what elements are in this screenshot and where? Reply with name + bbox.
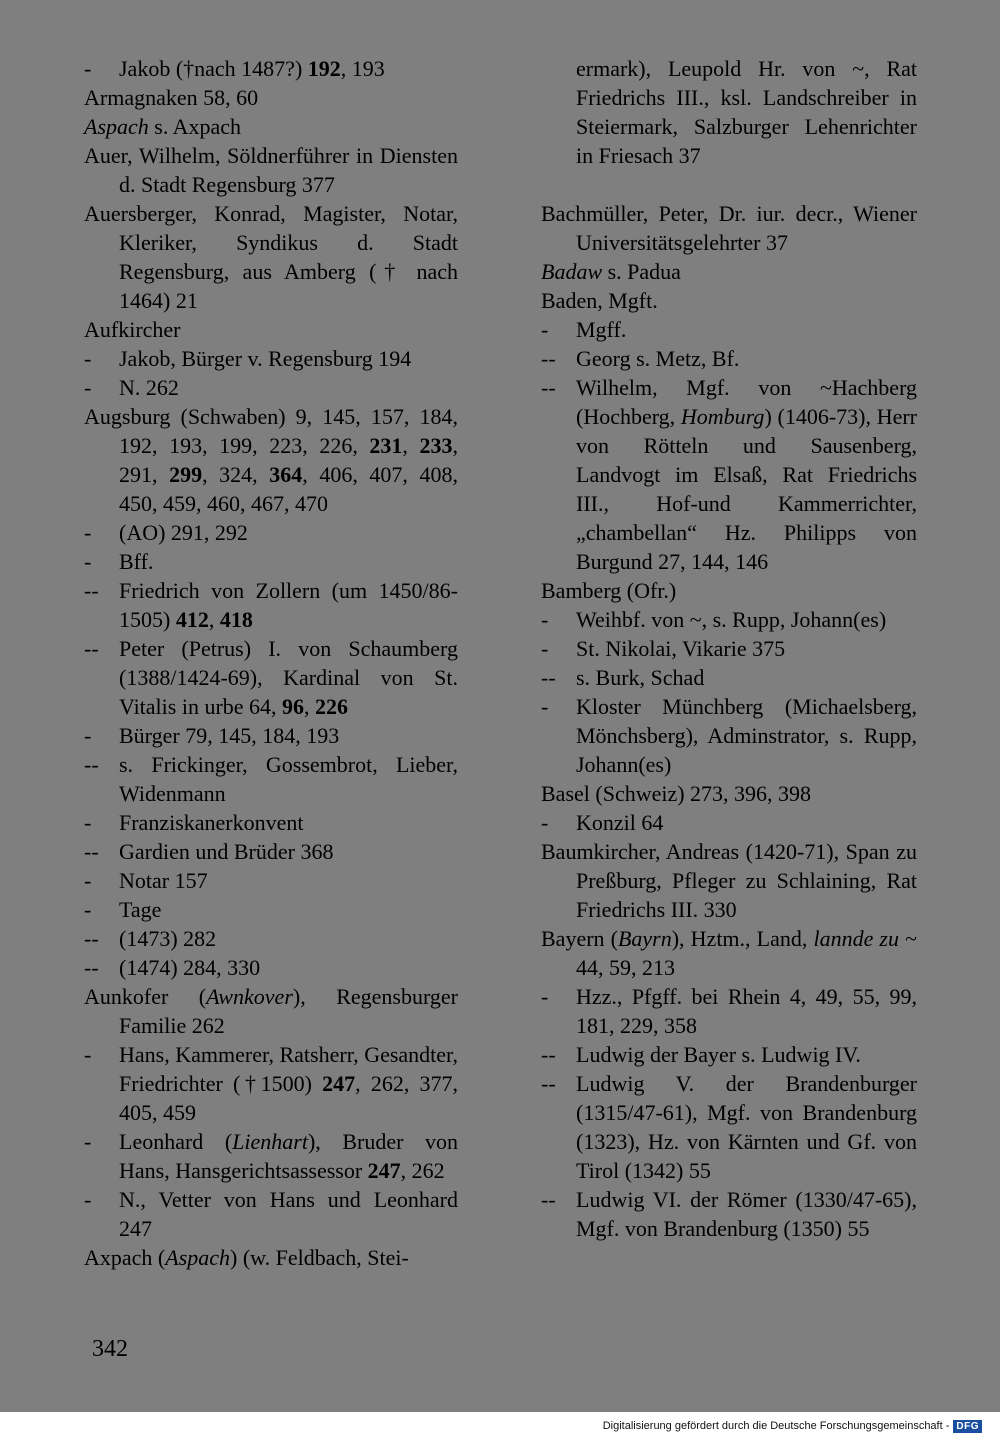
dfg-logo-icon: DFG [953, 1420, 982, 1433]
index-entry [84, 866, 458, 895]
index-entry [541, 924, 917, 982]
index-entry [541, 373, 917, 576]
index-entry [541, 1069, 917, 1185]
index-entry [541, 1185, 917, 1243]
index-entry [84, 547, 458, 576]
entry-text: Auersberger, Konrad, Magister, Notar, Kleriker, Syndikus d. Stadt Regensburg, aus Amberg († nach 1464) 21 [84, 201, 458, 313]
index-entry [541, 286, 917, 315]
entry-text: Bayern ( [541, 926, 618, 951]
entry-text: Friedrich von Zollern (um 1450/86-1505) [119, 578, 458, 632]
entry-text: Augsburg (Schwaben) 9, 145, 157, 184, 192, 193, 199, 223, 226, [84, 404, 458, 458]
entry-text: (AO) 291, 292 [119, 520, 248, 545]
entry-text: Armagnaken 58, 60 [84, 85, 259, 110]
left-column [84, 54, 458, 1272]
entry-text: Aufkircher [84, 317, 181, 342]
italic-term: Aspach [84, 114, 149, 139]
index-entry [84, 837, 458, 866]
index-entry [541, 344, 917, 373]
index-entry [84, 83, 458, 112]
index-entry [84, 141, 458, 199]
entry-text: Axpach ( [84, 1245, 166, 1270]
index-entry [541, 315, 917, 344]
entry-dash: -- [541, 1187, 556, 1212]
entry-dash: - [84, 375, 92, 400]
index-entry [84, 576, 458, 634]
entry-dash: - [84, 1187, 92, 1212]
entry-text: ~ 44, 59, 213 [576, 926, 918, 980]
index-entry [84, 54, 458, 83]
index-entry [84, 112, 458, 141]
index-entry [84, 315, 458, 344]
entry-dash: -- [84, 636, 99, 661]
index-entry [541, 837, 917, 924]
bold-page-ref: 247 [367, 1158, 401, 1183]
entry-dash: - [84, 1042, 92, 1067]
entry-dash: - [541, 317, 549, 342]
index-entry [541, 576, 917, 605]
entry-dash: -- [541, 1071, 556, 1096]
index-entry [541, 808, 917, 837]
entry-text: ), Hztm., Land, [671, 926, 814, 951]
entry-text: Peter (Petrus) I. von Schaumberg (1388/1424-69), Kardinal von St. Vitalis in urbe 64, [119, 636, 458, 719]
entry-text: Gardien und Brüder 368 [119, 839, 334, 864]
index-entry [84, 634, 458, 721]
italic-term: Lienhart [232, 1129, 308, 1154]
entry-text: Hzz., Pfgff. bei Rhein 4, 49, 55, 99, 181, 229, 358 [576, 984, 917, 1038]
entry-text: , 193 [340, 56, 385, 81]
entry-text: ), Bruder von Hans, Hansgerichtsassessor [119, 1129, 459, 1183]
entry-text: N. 262 [119, 375, 179, 400]
italic-term: Badaw [541, 259, 603, 284]
entry-text: ermark), Leupold Hr. von ~, Rat Friedrichs III., ksl. Landschreiber in Steiermark, Salzburger Lehenrichter in Friesach 37 [576, 56, 917, 168]
entry-dash: - [84, 1129, 92, 1154]
bold-page-ref: 96 [282, 694, 305, 719]
entry-text: (1474) 284, 330 [119, 955, 261, 980]
entry-text: Ludwig der Bayer s. Ludwig IV. [576, 1042, 861, 1067]
entry-text: Hans, Kammerer, Ratsherr, Gesandter, Friedrichter (†1500) [119, 1042, 458, 1096]
entry-dash: -- [541, 665, 556, 690]
entry-gap [541, 170, 917, 199]
index-entry [84, 402, 458, 518]
italic-term: lannde zu [813, 926, 899, 951]
entry-dash: - [84, 868, 92, 893]
index-entry [541, 1040, 917, 1069]
bold-page-ref: 299 [169, 462, 203, 487]
italic-term: Homburg [680, 404, 765, 429]
index-entry [541, 199, 917, 257]
entry-text: (1473) 282 [119, 926, 217, 951]
entry-text: Ludwig V. der Brandenburger (1315/47-61), Mgf. von Brandenburg (1323), Hz. von Kärnten und Gf. von Tirol (1342) 55 [576, 1071, 917, 1183]
entry-text: , 262, 377, 405, 459 [119, 1071, 459, 1125]
entry-text: , 324, [202, 462, 270, 487]
index-entry [84, 1040, 458, 1127]
index-entry [84, 1243, 458, 1272]
bold-page-ref: 231 [369, 433, 403, 458]
index-entry [541, 605, 917, 634]
entry-text: ), Regensburger Familie 262 [119, 984, 458, 1038]
entry-text: s. Burk, Schad [576, 665, 705, 690]
entry-text: Kloster Münchberg (Michaelsberg, Mönchsberg), Adminstrator, s. Rupp, Johann(es) [576, 694, 917, 777]
entry-text: Baden, Mgft. [541, 288, 658, 313]
entry-text: Franziskanerkonvent [119, 810, 304, 835]
bold-page-ref: 233 [419, 433, 453, 458]
entry-text: Konzil 64 [576, 810, 664, 835]
entry-text: , [304, 694, 316, 719]
entry-text: Jakob, Bürger v. Regensburg 194 [119, 346, 412, 371]
entry-text: s. Frickinger, Gossembrot, Lieber, Widenmann [119, 752, 458, 806]
index-entry [84, 1127, 458, 1185]
entry-text: , [402, 433, 420, 458]
entry-dash: -- [84, 839, 99, 864]
entry-dash: - [84, 723, 92, 748]
entry-text: Ludwig VI. der Römer (1330/47-65), Mgf. von Brandenburg (1350) 55 [576, 1187, 917, 1241]
entry-text: s. Axpach [148, 114, 242, 139]
entry-text: ) (w. Feldbach, Stei- [230, 1245, 409, 1270]
entry-dash: - [84, 346, 92, 371]
footer-bar [0, 1414, 1000, 1439]
index-entry [84, 982, 458, 1040]
entry-text: Wilhelm, Mgf. von ~Hachberg (Hochberg, [576, 375, 917, 429]
entry-text: Basel (Schweiz) 273, 396, 398 [541, 781, 812, 806]
entry-dash: - [84, 897, 92, 922]
entry-text: Aunkofer ( [84, 984, 207, 1009]
entry-text: Tage [119, 897, 162, 922]
entry-text: Notar 157 [119, 868, 208, 893]
index-entry [84, 750, 458, 808]
index-entry [84, 199, 458, 315]
bold-page-ref: 192 [307, 56, 341, 81]
entry-dash: -- [84, 926, 99, 951]
entry-dash: -- [84, 578, 99, 603]
bold-page-ref: 418 [219, 607, 253, 632]
entry-dash: - [541, 607, 549, 632]
entry-dash: -- [541, 346, 556, 371]
italic-term: Bayrn [617, 926, 672, 951]
entry-text: Bachmüller, Peter, Dr. iur. decr., Wiener Universitätsgelehrter 37 [541, 201, 917, 255]
index-entry [84, 808, 458, 837]
index-entry [84, 344, 458, 373]
page-number: 342 [92, 1336, 128, 1362]
index-entry [84, 953, 458, 982]
entry-dash: - [84, 520, 92, 545]
entry-text: N., Vetter von Hans und Leonhard 247 [119, 1187, 458, 1241]
entry-dash: - [541, 636, 549, 661]
entry-text: , 262 [400, 1158, 445, 1183]
entry-dash: - [541, 984, 549, 1009]
right-column [541, 54, 917, 1243]
entry-text: Georg s. Metz, Bf. [576, 346, 740, 371]
entry-dash: - [84, 549, 92, 574]
entry-text: , 291, [119, 433, 459, 487]
entry-text: Jakob (†nach 1487?) [119, 56, 308, 81]
index-entry [541, 692, 917, 779]
entry-text: Baumkircher, Andreas (1420-71), Span zu Preßburg, Pfleger zu Schlaining, Rat Friedrichs III. 330 [541, 839, 917, 922]
footer-credit: Digitalisierung gefördert durch die Deutsche Forschungsgemeinschaft - [602, 1420, 950, 1432]
entry-text: Bff. [119, 549, 154, 574]
index-entry [84, 895, 458, 924]
index-entry [84, 373, 458, 402]
bold-page-ref: 364 [269, 462, 303, 487]
entry-text: , 406, 407, 408, 450, 459, 460, 467, 470 [119, 462, 459, 516]
entry-text: Leonhard ( [119, 1129, 233, 1154]
entry-text: St. Nikolai, Vikarie 375 [576, 636, 786, 661]
entry-text: Bamberg (Ofr.) [541, 578, 677, 603]
entry-text: ) (1406-73), Herr von Rötteln und Sausenberg, Landvogt im Elsaß, Rat Friedrichs III., Hof-und Kammerrichter, „chambellan“ Hz. Philipps von Burgund 27, 144, 146 [576, 404, 918, 574]
index-entry [84, 924, 458, 953]
index-entry [541, 54, 917, 170]
entry-text: Auer, Wilhelm, Söldnerführer in Diensten d. Stadt Regensburg 377 [84, 143, 458, 197]
bold-page-ref: 412 [175, 607, 209, 632]
index-entry [84, 1185, 458, 1243]
italic-term: Awnkover [206, 984, 293, 1009]
bold-page-ref: 247 [322, 1071, 356, 1096]
entry-text: Mgff. [576, 317, 627, 342]
entry-text: Weihbf. von ~, s. Rupp, Johann(es) [576, 607, 887, 632]
entry-text: Bürger 79, 145, 184, 193 [119, 723, 340, 748]
index-entry [541, 982, 917, 1040]
index-entry [541, 634, 917, 663]
entry-text: s. Padua [602, 259, 681, 284]
entry-dash: - [541, 810, 549, 835]
entry-dash: -- [84, 955, 99, 980]
entry-dash: -- [84, 752, 99, 777]
entry-dash: - [84, 810, 92, 835]
entry-dash: -- [541, 1042, 556, 1067]
index-entry [541, 257, 917, 286]
italic-term: Aspach [165, 1245, 231, 1270]
index-entry [84, 518, 458, 547]
index-entry [541, 663, 917, 692]
bold-page-ref: 226 [315, 694, 349, 719]
index-entry [84, 721, 458, 750]
entry-dash: - [541, 694, 549, 719]
entry-dash: -- [541, 375, 556, 400]
entry-text: , [208, 607, 220, 632]
index-entry [541, 779, 917, 808]
entry-dash: - [84, 56, 92, 81]
